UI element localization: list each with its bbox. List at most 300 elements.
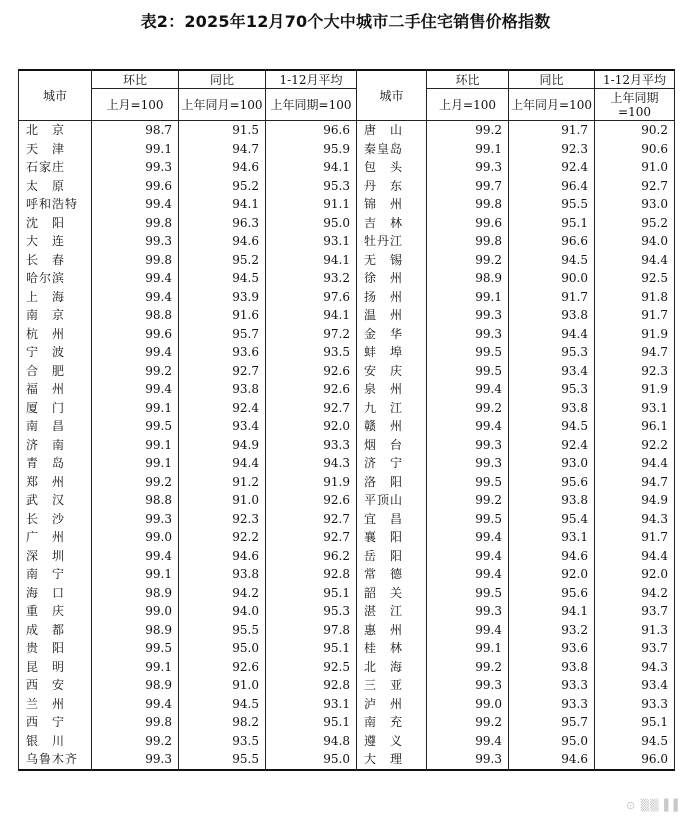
- mom-value: 99.1: [92, 658, 179, 677]
- yoy-value: 95.3: [509, 343, 595, 362]
- table-body: [19, 121, 675, 770]
- table-row: [19, 288, 675, 307]
- yoy-value: 96.3: [179, 214, 266, 233]
- yoy-value: 93.6: [509, 639, 595, 658]
- avg-value: 92.7: [266, 510, 357, 529]
- table-row: [19, 417, 675, 436]
- mom-value: 99.5: [427, 362, 509, 381]
- avg-value: 96.2: [266, 547, 357, 566]
- yoy-value: 95.2: [179, 177, 266, 196]
- yoy-value: 93.1: [509, 528, 595, 547]
- avg-value: 96.1: [595, 417, 675, 436]
- mom-value: 98.8: [92, 491, 179, 510]
- table-row: [19, 454, 675, 473]
- yoy-value: 95.7: [509, 713, 595, 732]
- city-name: 无 锡: [357, 251, 427, 270]
- city-name: 兰 州: [19, 695, 92, 714]
- city-name: 济 南: [19, 436, 92, 455]
- city-name: 洛 阳: [357, 473, 427, 492]
- yoy-value: 95.5: [179, 750, 266, 770]
- city-name: 惠 州: [357, 621, 427, 640]
- avg-value: 93.1: [266, 695, 357, 714]
- table-row: [19, 473, 675, 492]
- yoy-value: 94.0: [179, 602, 266, 621]
- mom-value: 99.1: [92, 140, 179, 159]
- mom-value: 99.4: [427, 732, 509, 751]
- avg-value: 91.0: [595, 158, 675, 177]
- city-name: 合 肥: [19, 362, 92, 381]
- yoy-value: 92.4: [179, 399, 266, 418]
- column-base-yoy: 上年同月=100: [509, 89, 595, 121]
- yoy-value: 92.6: [179, 658, 266, 677]
- city-name: 泉 州: [357, 380, 427, 399]
- mom-value: 99.4: [427, 380, 509, 399]
- mom-value: 99.1: [427, 140, 509, 159]
- mom-value: 99.3: [427, 306, 509, 325]
- table-row: [19, 140, 675, 159]
- table-header: [19, 70, 675, 121]
- avg-value: 93.0: [595, 195, 675, 214]
- city-name: 长 春: [19, 251, 92, 270]
- table-row: [19, 676, 675, 695]
- city-name: 宁 波: [19, 343, 92, 362]
- mom-value: 99.5: [92, 417, 179, 436]
- avg-value: 96.6: [266, 121, 357, 140]
- yoy-value: 92.7: [179, 362, 266, 381]
- avg-value: 95.1: [266, 639, 357, 658]
- avg-value: 94.0: [595, 232, 675, 251]
- mom-value: 99.3: [427, 602, 509, 621]
- column-base-mom: 上月=100: [92, 89, 179, 121]
- avg-value: 91.3: [595, 621, 675, 640]
- mom-value: 99.2: [92, 732, 179, 751]
- mom-value: 99.4: [92, 547, 179, 566]
- table-row: [19, 269, 675, 288]
- city-name: 徐 州: [357, 269, 427, 288]
- city-name: 泸 州: [357, 695, 427, 714]
- city-name: 秦皇岛: [357, 140, 427, 159]
- city-name: 福 州: [19, 380, 92, 399]
- avg-value: 96.0: [595, 750, 675, 770]
- yoy-value: 95.6: [509, 473, 595, 492]
- table-row: [19, 436, 675, 455]
- table-row: [19, 214, 675, 233]
- city-name: 宜 昌: [357, 510, 427, 529]
- yoy-value: 94.5: [179, 269, 266, 288]
- avg-value: 91.1: [266, 195, 357, 214]
- city-name: 长 沙: [19, 510, 92, 529]
- mom-value: 99.1: [92, 565, 179, 584]
- mom-value: 99.3: [92, 510, 179, 529]
- yoy-value: 94.7: [179, 140, 266, 159]
- avg-value: 95.1: [266, 584, 357, 603]
- column-header-avg: 1-12月平均: [595, 70, 675, 89]
- avg-value: 95.1: [595, 713, 675, 732]
- avg-value: 95.2: [595, 214, 675, 233]
- mom-value: 98.9: [92, 621, 179, 640]
- table-row: [19, 399, 675, 418]
- mom-value: 99.8: [92, 251, 179, 270]
- mom-value: 99.1: [92, 399, 179, 418]
- avg-value: 91.9: [595, 380, 675, 399]
- column-base-yoy: 上年同月=100: [179, 89, 266, 121]
- yoy-value: 91.7: [509, 121, 595, 140]
- column-header-yoy: 同比: [509, 70, 595, 89]
- yoy-value: 93.8: [509, 399, 595, 418]
- yoy-value: 95.3: [509, 380, 595, 399]
- city-name: 石家庄: [19, 158, 92, 177]
- avg-value: 93.3: [266, 436, 357, 455]
- mom-value: 99.3: [92, 158, 179, 177]
- avg-value: 97.2: [266, 325, 357, 344]
- mom-value: 99.4: [427, 621, 509, 640]
- table-row: [19, 602, 675, 621]
- avg-value: 92.7: [266, 399, 357, 418]
- table-title: 表2：2025年12月70个大中城市二手住宅销售价格指数: [140, 12, 551, 31]
- city-name: 包 头: [357, 158, 427, 177]
- yoy-value: 95.5: [509, 195, 595, 214]
- table-row: [19, 584, 675, 603]
- avg-value: 92.0: [266, 417, 357, 436]
- city-name: 常 德: [357, 565, 427, 584]
- yoy-value: 96.4: [509, 177, 595, 196]
- mom-value: 99.4: [92, 695, 179, 714]
- mom-value: 99.7: [427, 177, 509, 196]
- city-name: 深 圳: [19, 547, 92, 566]
- yoy-value: 91.2: [179, 473, 266, 492]
- mom-value: 99.0: [427, 695, 509, 714]
- column-header-mom: 环比: [427, 70, 509, 89]
- city-name: 济 宁: [357, 454, 427, 473]
- avg-value: 93.7: [595, 639, 675, 658]
- avg-value: 94.5: [595, 732, 675, 751]
- mom-value: 99.8: [427, 232, 509, 251]
- yoy-value: 91.7: [509, 288, 595, 307]
- mom-value: 99.2: [92, 473, 179, 492]
- yoy-value: 94.5: [179, 695, 266, 714]
- yoy-value: 95.1: [509, 214, 595, 233]
- mom-value: 99.1: [92, 436, 179, 455]
- table-row: [19, 177, 675, 196]
- avg-value: 93.2: [266, 269, 357, 288]
- avg-value: 91.7: [595, 306, 675, 325]
- yoy-value: 95.0: [509, 732, 595, 751]
- table-row: [19, 510, 675, 529]
- city-name: 南 京: [19, 306, 92, 325]
- yoy-value: 94.5: [509, 417, 595, 436]
- yoy-value: 92.0: [509, 565, 595, 584]
- city-name: 安 庆: [357, 362, 427, 381]
- avg-value: 93.1: [266, 232, 357, 251]
- city-name: 成 都: [19, 621, 92, 640]
- city-name: 银 川: [19, 732, 92, 751]
- avg-value: 97.8: [266, 621, 357, 640]
- yoy-value: 95.7: [179, 325, 266, 344]
- city-name: 北 京: [19, 121, 92, 140]
- city-name: 大 理: [357, 750, 427, 770]
- avg-value: 95.0: [266, 750, 357, 770]
- table-row: [19, 528, 675, 547]
- mom-value: 99.4: [92, 380, 179, 399]
- city-name: 南 宁: [19, 565, 92, 584]
- table-row: [19, 621, 675, 640]
- city-name: 青 岛: [19, 454, 92, 473]
- table-row: [19, 251, 675, 270]
- mom-value: 99.3: [427, 750, 509, 770]
- yoy-value: 93.3: [509, 676, 595, 695]
- table-row: [19, 491, 675, 510]
- city-name: 厦 门: [19, 399, 92, 418]
- city-name: 天 津: [19, 140, 92, 159]
- yoy-value: 94.2: [179, 584, 266, 603]
- yoy-value: 92.3: [509, 140, 595, 159]
- city-name: 西 安: [19, 676, 92, 695]
- table-row: [19, 121, 675, 140]
- avg-value: 94.2: [595, 584, 675, 603]
- avg-value: 94.3: [595, 658, 675, 677]
- mom-value: 99.8: [427, 195, 509, 214]
- mom-value: 99.4: [427, 528, 509, 547]
- mom-value: 98.7: [92, 121, 179, 140]
- yoy-value: 94.5: [509, 251, 595, 270]
- avg-value: 92.7: [266, 528, 357, 547]
- avg-value: 95.3: [266, 602, 357, 621]
- mom-value: 98.9: [92, 584, 179, 603]
- city-name: 乌鲁木齐: [19, 750, 92, 770]
- yoy-value: 90.0: [509, 269, 595, 288]
- mom-value: 99.5: [427, 473, 509, 492]
- mom-value: 99.3: [427, 158, 509, 177]
- price-index-table: [18, 69, 675, 771]
- column-header-mom: 环比: [92, 70, 179, 89]
- yoy-value: 98.2: [179, 713, 266, 732]
- yoy-value: 93.8: [509, 491, 595, 510]
- avg-value: 93.1: [595, 399, 675, 418]
- avg-value: 92.5: [595, 269, 675, 288]
- avg-value: 94.4: [595, 454, 675, 473]
- city-name: 扬 州: [357, 288, 427, 307]
- yoy-value: 93.4: [179, 417, 266, 436]
- table-row: [19, 713, 675, 732]
- mom-value: 99.8: [92, 713, 179, 732]
- city-name: 郑 州: [19, 473, 92, 492]
- table-row: [19, 695, 675, 714]
- mom-value: 99.5: [427, 510, 509, 529]
- yoy-value: 94.4: [509, 325, 595, 344]
- city-name: 遵 义: [357, 732, 427, 751]
- avg-value: 92.3: [595, 362, 675, 381]
- city-name: 唐 山: [357, 121, 427, 140]
- yoy-value: 91.6: [179, 306, 266, 325]
- mom-value: 99.4: [427, 565, 509, 584]
- mom-value: 99.2: [427, 121, 509, 140]
- mom-value: 99.5: [92, 639, 179, 658]
- yoy-value: 91.0: [179, 676, 266, 695]
- yoy-value: 94.1: [179, 195, 266, 214]
- city-name: 呼和浩特: [19, 195, 92, 214]
- mom-value: 99.6: [92, 177, 179, 196]
- mom-value: 99.4: [427, 547, 509, 566]
- mom-value: 99.5: [427, 584, 509, 603]
- city-name: 九 江: [357, 399, 427, 418]
- city-name: 杭 州: [19, 325, 92, 344]
- avg-value: 94.3: [595, 510, 675, 529]
- city-name: 牡丹江: [357, 232, 427, 251]
- table-row: [19, 306, 675, 325]
- avg-value: 95.9: [266, 140, 357, 159]
- mom-value: 99.4: [92, 269, 179, 288]
- mom-value: 99.3: [427, 676, 509, 695]
- city-name: 昆 明: [19, 658, 92, 677]
- mom-value: 99.4: [427, 417, 509, 436]
- city-name: 大 连: [19, 232, 92, 251]
- yoy-value: 93.8: [509, 306, 595, 325]
- column-header-city: 城市: [357, 70, 427, 121]
- table-row: [19, 343, 675, 362]
- city-name: 太 原: [19, 177, 92, 196]
- yoy-value: 94.6: [179, 547, 266, 566]
- avg-value: 94.1: [266, 251, 357, 270]
- yoy-value: 94.6: [179, 158, 266, 177]
- mom-value: 99.0: [92, 528, 179, 547]
- city-name: 金 华: [357, 325, 427, 344]
- avg-value: 91.9: [595, 325, 675, 344]
- city-name: 北 海: [357, 658, 427, 677]
- city-name: 贵 阳: [19, 639, 92, 658]
- city-name: 上 海: [19, 288, 92, 307]
- yoy-value: 91.5: [179, 121, 266, 140]
- table-row: [19, 362, 675, 381]
- mom-value: 99.4: [92, 343, 179, 362]
- yoy-value: 95.2: [179, 251, 266, 270]
- mom-value: 99.2: [427, 399, 509, 418]
- avg-value: 94.4: [595, 547, 675, 566]
- table-row: [19, 547, 675, 566]
- avg-value: 92.8: [266, 565, 357, 584]
- avg-value: 94.4: [595, 251, 675, 270]
- mom-value: 99.8: [92, 214, 179, 233]
- yoy-value: 91.0: [179, 491, 266, 510]
- mom-value: 99.3: [92, 750, 179, 770]
- yoy-value: 92.3: [179, 510, 266, 529]
- city-name: 赣 州: [357, 417, 427, 436]
- avg-value: 91.8: [595, 288, 675, 307]
- city-name: 南 昌: [19, 417, 92, 436]
- avg-value: 95.3: [266, 177, 357, 196]
- avg-value: 94.7: [595, 343, 675, 362]
- mom-value: 98.9: [92, 676, 179, 695]
- city-name: 吉 林: [357, 214, 427, 233]
- table-row: [19, 658, 675, 677]
- yoy-value: 94.6: [179, 232, 266, 251]
- avg-value: 93.7: [595, 602, 675, 621]
- mom-value: 98.8: [92, 306, 179, 325]
- mom-value: 99.1: [427, 639, 509, 658]
- city-name: 哈尔滨: [19, 269, 92, 288]
- table-row: [19, 750, 675, 770]
- yoy-value: 93.8: [179, 380, 266, 399]
- mom-value: 99.0: [92, 602, 179, 621]
- avg-value: 94.1: [266, 306, 357, 325]
- avg-value: 93.4: [595, 676, 675, 695]
- city-name: 锦 州: [357, 195, 427, 214]
- avg-value: 92.5: [266, 658, 357, 677]
- avg-value: 95.1: [266, 713, 357, 732]
- avg-value: 92.6: [266, 362, 357, 381]
- avg-value: 94.9: [595, 491, 675, 510]
- mom-value: 99.3: [427, 436, 509, 455]
- yoy-value: 95.4: [509, 510, 595, 529]
- mom-value: 99.4: [92, 195, 179, 214]
- city-name: 沈 阳: [19, 214, 92, 233]
- city-name: 蚌 埠: [357, 343, 427, 362]
- city-name: 湛 江: [357, 602, 427, 621]
- mom-value: 99.2: [427, 713, 509, 732]
- yoy-value: 94.4: [179, 454, 266, 473]
- avg-value: 90.2: [595, 121, 675, 140]
- avg-value: 97.6: [266, 288, 357, 307]
- yoy-value: 95.5: [179, 621, 266, 640]
- yoy-value: 96.6: [509, 232, 595, 251]
- table-row: [19, 158, 675, 177]
- mom-value: 99.5: [427, 343, 509, 362]
- yoy-value: 94.6: [509, 750, 595, 770]
- mom-value: 99.4: [92, 288, 179, 307]
- yoy-value: 94.6: [509, 547, 595, 566]
- yoy-value: 93.3: [509, 695, 595, 714]
- avg-value: 92.6: [266, 491, 357, 510]
- avg-value: 94.1: [266, 158, 357, 177]
- table-row: [19, 565, 675, 584]
- city-name: 襄 阳: [357, 528, 427, 547]
- column-base-mom: 上月=100: [427, 89, 509, 121]
- yoy-value: 92.4: [509, 158, 595, 177]
- avg-value: 92.6: [266, 380, 357, 399]
- yoy-value: 93.5: [179, 732, 266, 751]
- mom-value: 99.3: [427, 325, 509, 344]
- table-row: [19, 325, 675, 344]
- watermark-logo: ⊙ ▒▒ ▌▌: [625, 799, 683, 812]
- mom-value: 99.1: [427, 288, 509, 307]
- avg-value: 91.9: [266, 473, 357, 492]
- city-name: 三 亚: [357, 676, 427, 695]
- city-name: 桂 林: [357, 639, 427, 658]
- mom-value: 99.2: [92, 362, 179, 381]
- yoy-value: 93.0: [509, 454, 595, 473]
- table-row: [19, 732, 675, 751]
- city-name: 平顶山: [357, 491, 427, 510]
- avg-value: 94.8: [266, 732, 357, 751]
- city-name: 海 口: [19, 584, 92, 603]
- city-name: 南 充: [357, 713, 427, 732]
- yoy-value: 95.6: [509, 584, 595, 603]
- city-name: 温 州: [357, 306, 427, 325]
- column-base-avg: 上年同期=100: [595, 89, 675, 121]
- yoy-value: 95.0: [179, 639, 266, 658]
- avg-value: 95.0: [266, 214, 357, 233]
- mom-value: 99.2: [427, 658, 509, 677]
- avg-value: 92.2: [595, 436, 675, 455]
- yoy-value: 92.4: [509, 436, 595, 455]
- city-name: 韶 关: [357, 584, 427, 603]
- yoy-value: 92.2: [179, 528, 266, 547]
- mom-value: 99.3: [427, 454, 509, 473]
- avg-value: 90.6: [595, 140, 675, 159]
- mom-value: 99.1: [92, 454, 179, 473]
- yoy-value: 93.2: [509, 621, 595, 640]
- yoy-value: 94.1: [509, 602, 595, 621]
- table-row: [19, 195, 675, 214]
